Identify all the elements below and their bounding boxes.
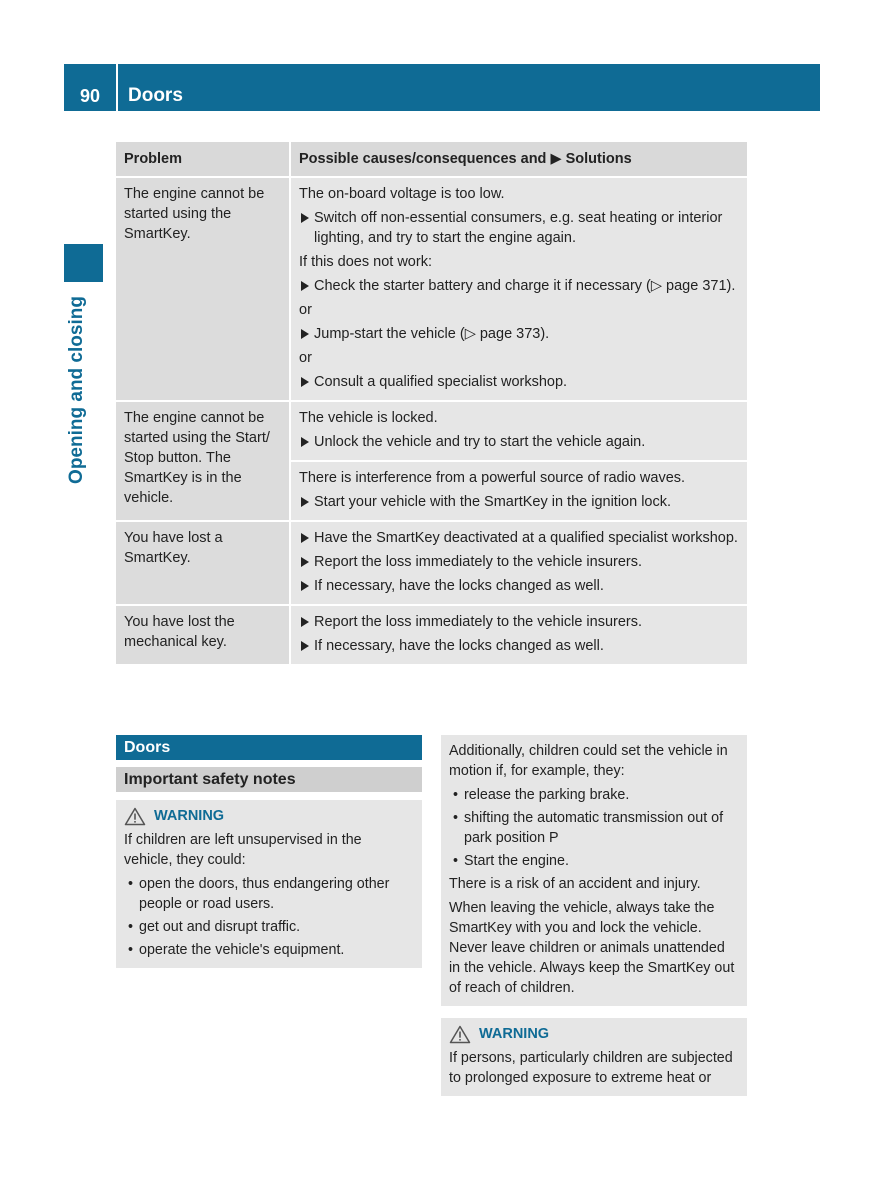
col-header-problem: Problem bbox=[116, 142, 290, 177]
solution-cell bbox=[290, 521, 747, 605]
warning-label: WARNING bbox=[479, 1026, 550, 1042]
page-number: 90 bbox=[79, 86, 101, 106]
problem-cell: You have lost a SmartKey. bbox=[116, 521, 290, 605]
troubleshooting-table bbox=[116, 142, 747, 664]
col-header-solutions: Possible causes/consequences and ▶ Solutions bbox=[290, 142, 747, 177]
doors-right-column bbox=[441, 735, 747, 1096]
or-text: or bbox=[299, 302, 312, 318]
side-tab-marker bbox=[64, 244, 103, 282]
solution-step: Start your vehicle with the SmartKey in the ignition lock. bbox=[299, 492, 739, 512]
warning-advice-text: When leaving the vehicle, always take the SmartKey with you and lock the vehicle. Never leave children or animals unattended in the vehicle. Always keep the SmartKey out of reach of children. bbox=[449, 900, 735, 996]
warning-box bbox=[116, 800, 422, 968]
table-header-row bbox=[116, 142, 747, 177]
section-heading-doors: Doors bbox=[116, 735, 422, 760]
warning-list-item: • get out and disrupt traffic. bbox=[124, 917, 414, 937]
solution-step: Consult a qualified specialist workshop. bbox=[299, 372, 739, 392]
solution-step: Have the SmartKey deactivated at a qualified specialist workshop. bbox=[299, 528, 739, 548]
warning-heading bbox=[449, 1024, 739, 1044]
page-header bbox=[64, 64, 820, 111]
problem-cell: The engine cannot be started using the Start/ Stop button. The SmartKey is in the vehicle. bbox=[116, 401, 290, 521]
header-divider bbox=[116, 64, 118, 111]
warning-intro: If children are left unsupervised in the vehicle, they could: bbox=[124, 832, 362, 868]
cause-text: The on-board voltage is too low. bbox=[299, 186, 505, 202]
solution-step: Unlock the vehicle and try to start the vehicle again. bbox=[299, 432, 739, 452]
solution-cell bbox=[290, 605, 747, 664]
subsection-heading-safety: Important safety notes bbox=[116, 767, 422, 792]
solution-step: Report the loss immediately to the vehicle insurers. bbox=[299, 552, 739, 572]
table-row bbox=[116, 605, 747, 664]
doors-left-column bbox=[116, 735, 422, 968]
solution-step: If necessary, have the locks changed as well. bbox=[299, 636, 739, 656]
warning-text: If persons, particularly children are subjected to prolonged exposure to extreme heat or bbox=[449, 1050, 733, 1086]
page-title: Doors bbox=[128, 85, 183, 106]
warning-risk-text: There is a risk of an accident and injury. bbox=[449, 876, 701, 892]
solution-step: Jump-start the vehicle (▷ page 373). bbox=[299, 324, 739, 344]
solution-step: If necessary, have the locks changed as well. bbox=[299, 576, 739, 596]
cause-text: The vehicle is locked. bbox=[299, 410, 438, 426]
fallback-text: If this does not work: bbox=[299, 254, 432, 270]
cause-text: There is interference from a powerful source of radio waves. bbox=[299, 470, 686, 486]
warning-triangle-icon bbox=[449, 1025, 471, 1044]
table-row bbox=[116, 401, 747, 461]
warning-triangle-icon bbox=[124, 807, 146, 826]
warning-list-item: • open the doors, thus endangering other people or road users. bbox=[124, 874, 414, 914]
warning-list-item: • operate the vehicle's equipment. bbox=[124, 940, 414, 960]
warning-list-item: • Start the engine. bbox=[449, 851, 739, 871]
solution-step: Switch off non-essential consumers, e.g. seat heating or interior lighting, and try to start the engine again. bbox=[299, 208, 739, 248]
table-row bbox=[116, 177, 747, 401]
problem-cell: The engine cannot be started using the SmartKey. bbox=[116, 177, 290, 401]
solution-step: Report the loss immediately to the vehicle insurers. bbox=[299, 612, 739, 632]
warning-list-item: • shifting the automatic transmission out of park position P bbox=[449, 808, 739, 848]
solution-cell bbox=[290, 461, 747, 521]
table-row bbox=[116, 521, 747, 605]
side-tab-label: Opening and closing bbox=[66, 296, 87, 484]
warning-continued-intro: Additionally, children could set the vehicle in motion if, for example, they: bbox=[449, 743, 728, 779]
solution-cell bbox=[290, 401, 747, 461]
solution-cell bbox=[290, 177, 747, 401]
problem-cell: You have lost the mechanical key. bbox=[116, 605, 290, 664]
solution-step: Check the starter battery and charge it if necessary (▷ page 371). bbox=[299, 276, 739, 296]
warning-box-continued bbox=[441, 735, 747, 1006]
warning-box bbox=[441, 1018, 747, 1096]
warning-heading bbox=[124, 806, 414, 826]
or-text: or bbox=[299, 350, 312, 366]
warning-label: WARNING bbox=[154, 808, 225, 824]
warning-list-item: • release the parking brake. bbox=[449, 785, 739, 805]
